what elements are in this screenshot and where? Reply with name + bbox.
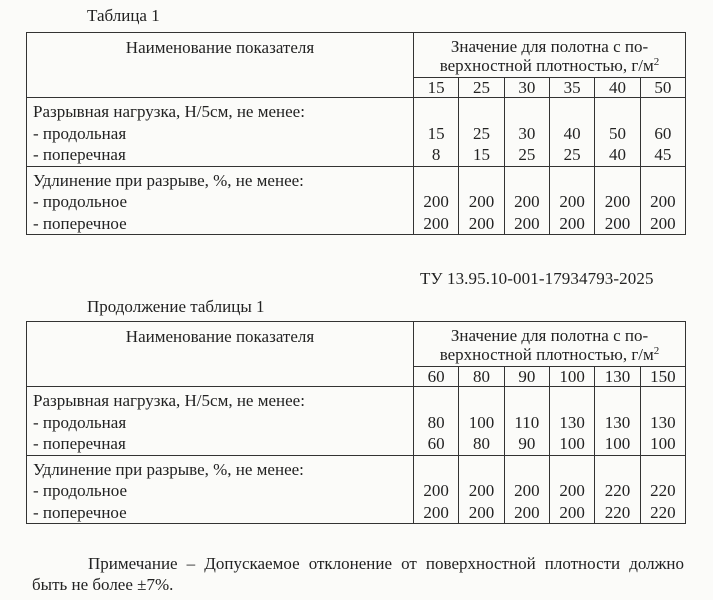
header-group-cell [414,33,686,78]
row-label: - продольное [33,192,128,211]
document-code: ТУ 13.95.10-001-17934793-2025 [420,269,654,288]
row-label: - продольное [33,481,128,500]
density-cell: 15 [414,78,459,98]
density-cell: 50 [640,78,685,98]
value-cell: 200 200 [595,166,640,235]
value-cell: 60 45 [640,98,685,167]
section-title: Разрывная нагрузка, Н/5см, не менее: [33,102,305,121]
section-labels [27,98,414,167]
value-cell: 200 200 [640,166,685,235]
row-label: - продольная [33,123,127,143]
table1 [26,32,686,235]
section-labels [27,455,414,524]
density-cell: 90 [504,367,549,387]
density-cell: 80 [459,367,504,387]
density-cell: 60 [414,367,459,387]
density-cell: 100 [549,367,594,387]
header-group-line1: Значение для полотна с по- [450,37,649,56]
density-cell: 150 [640,367,685,387]
density-cell: 130 [595,367,640,387]
value-cell: 110 90 [504,387,549,456]
section-labels [27,387,414,456]
unit-superscript: 2 [653,345,660,357]
value-cell: 200 200 [414,166,459,235]
header-group-cell [414,322,686,367]
value-cell: 50 40 [595,98,640,167]
header-group-line2: верхностной плотностью, г/м [439,345,654,364]
value-cell: 200 200 [549,166,594,235]
table-header-row [27,322,686,367]
value-cell: 40 25 [549,98,594,167]
row-label: - поперечная [33,434,126,453]
section-breaking-load [27,98,686,167]
section-elongation [27,166,686,235]
density-cell: 30 [504,78,549,98]
value-cell: 200 200 [414,455,459,524]
header-name-cell: Наименование показателя [27,322,414,387]
value-cell: 220 220 [595,455,640,524]
value-cell: 130 100 [549,387,594,456]
section-elongation [27,455,686,524]
value-cell: 80 60 [414,387,459,456]
row-label: - поперечное [33,213,127,233]
value-cell: 200 200 [459,455,504,524]
density-cell: 25 [459,78,504,98]
section-title: Удлинение при разрыве, %, не менее: [33,459,304,479]
section-title: Удлинение при разрыве, %, не менее: [33,170,304,190]
row-label: - поперечная [33,145,126,164]
unit-superscript: 2 [653,56,660,68]
density-cell: 40 [595,78,640,98]
value-cell: 30 25 [504,98,549,167]
value-cell: 200 200 [549,455,594,524]
value-cell: 130 100 [595,387,640,456]
header-group-line1: Значение для полотна с по- [450,326,649,345]
header-name-cell: Наименование показателя [27,33,414,98]
value-cell: 25 15 [459,98,504,167]
value-cell: 200 200 [504,166,549,235]
value-cell: 130 100 [640,387,685,456]
table2-caption: Продолжение таблицы 1 [87,297,265,316]
row-label: - продольная [33,412,127,432]
table1-caption: Таблица 1 [87,6,160,25]
section-title: Разрывная нагрузка, Н/5см, не менее: [33,391,305,410]
value-cell: 220 220 [640,455,685,524]
note-text: Примечание – Допускаемое отклонение от поверхностной плотности должно быть не более ±7%. [32,554,684,594]
section-labels [27,166,414,235]
value-cell: 200 200 [459,166,504,235]
note-paragraph [32,553,684,595]
value-cell: 200 200 [504,455,549,524]
density-cell: 35 [549,78,594,98]
table-header-row [27,33,686,78]
value-cell: 15 8 [414,98,459,167]
value-cell: 100 80 [459,387,504,456]
section-breaking-load [27,387,686,456]
table2 [26,321,686,524]
header-group-line2: верхностной плотностью, г/м [439,56,654,75]
row-label: - поперечное [33,502,127,522]
